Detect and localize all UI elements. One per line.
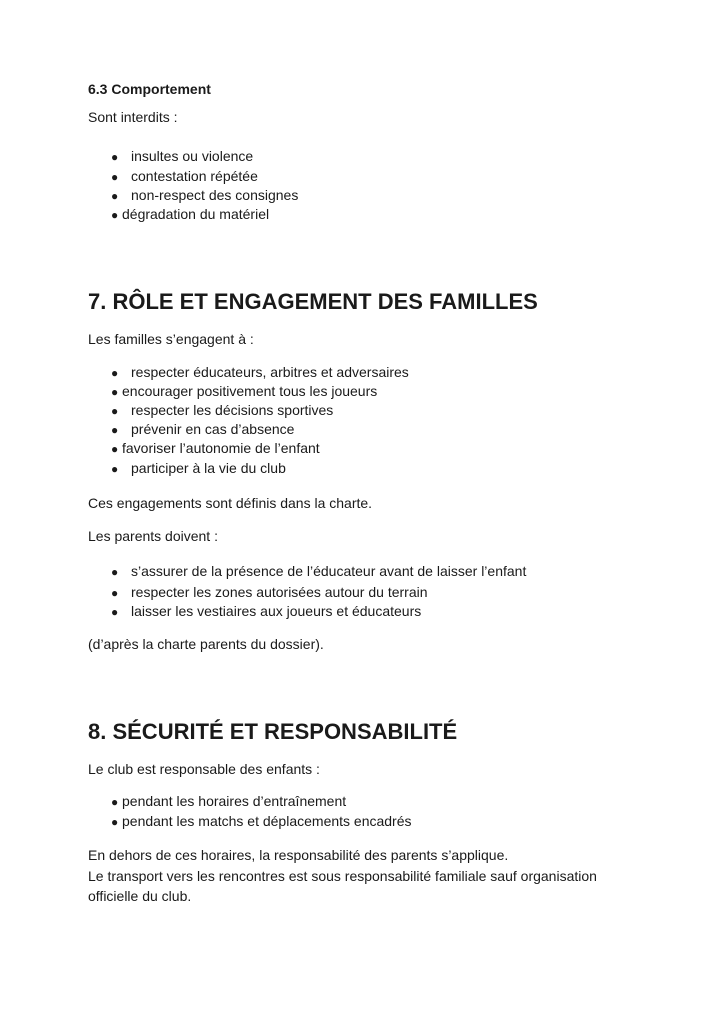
section-intro: Le club est responsable des enfants : [88, 761, 320, 777]
bullet-icon: ● [111, 605, 119, 619]
list-item-text: respecter les décisions sportives [131, 402, 334, 418]
bullet-icon: ● [111, 366, 119, 380]
list-item-text: insultes ou violence [131, 148, 254, 164]
list-item-text: s’assurer de la présence de l’éducateur avant de laisser l’enfant [131, 563, 527, 579]
bullet-icon: ● [111, 795, 119, 809]
bullet-icon: ● [111, 586, 119, 600]
paragraph-parents-responsibility: En dehors de ces horaires, la responsabilité des parents s’applique. [88, 847, 509, 863]
list-item-text: encourager positivement tous les joueurs [122, 383, 378, 399]
bullet-icon: ● [111, 423, 119, 437]
list-item-text: dégradation du matériel [122, 206, 270, 222]
source-note: (d’après la charte parents du dossier). [88, 636, 324, 652]
list-item-text: pendant les matchs et déplacements encadrés [122, 813, 412, 829]
list-item-text: respecter les zones autorisées autour du terrain [131, 584, 428, 600]
list-item-text: participer à la vie du club [131, 460, 286, 476]
list-item-text: respecter éducateurs, arbitres et adversaires [131, 364, 409, 380]
bullet-icon: ● [111, 385, 119, 399]
section-heading-8: 8. SÉCURITÉ ET RESPONSABILITÉ [88, 719, 458, 744]
bullet-icon: ● [111, 170, 119, 184]
list-item-text: contestation répétée [131, 168, 258, 184]
note-paragraph: Ces engagements sont définis dans la charte. [88, 495, 373, 511]
bullet-icon: ● [111, 189, 119, 203]
section-intro: Les familles s’engagent à : [88, 331, 254, 347]
bullet-icon: ● [111, 442, 119, 456]
list-item-text: pendant les horaires d’entraînement [122, 793, 347, 809]
list-item-text: non-respect des consignes [131, 187, 299, 203]
bullet-icon: ● [111, 150, 119, 164]
section-heading-6-3: 6.3 Comportement [88, 81, 211, 97]
bullet-icon: ● [111, 815, 119, 829]
parents-intro: Les parents doivent : [88, 528, 218, 544]
bullet-icon: ● [111, 404, 119, 418]
bullet-icon: ● [111, 462, 119, 476]
list-item-text: favoriser l’autonomie de l’enfant [122, 440, 320, 456]
paragraph-transport-line-2: officielle du club. [88, 888, 192, 904]
bullet-icon: ● [111, 565, 119, 579]
paragraph-transport-line-1: Le transport vers les rencontres est sous responsabilité familiale sauf organisation [88, 868, 597, 884]
section-intro: Sont interdits : [88, 109, 178, 125]
list-item-text: prévenir en cas d’absence [131, 421, 295, 437]
bullet-icon: ● [111, 208, 119, 222]
section-heading-7: 7. RÔLE ET ENGAGEMENT DES FAMILLES [88, 289, 538, 314]
list-item-text: laisser les vestiaires aux joueurs et éducateurs [131, 603, 422, 619]
